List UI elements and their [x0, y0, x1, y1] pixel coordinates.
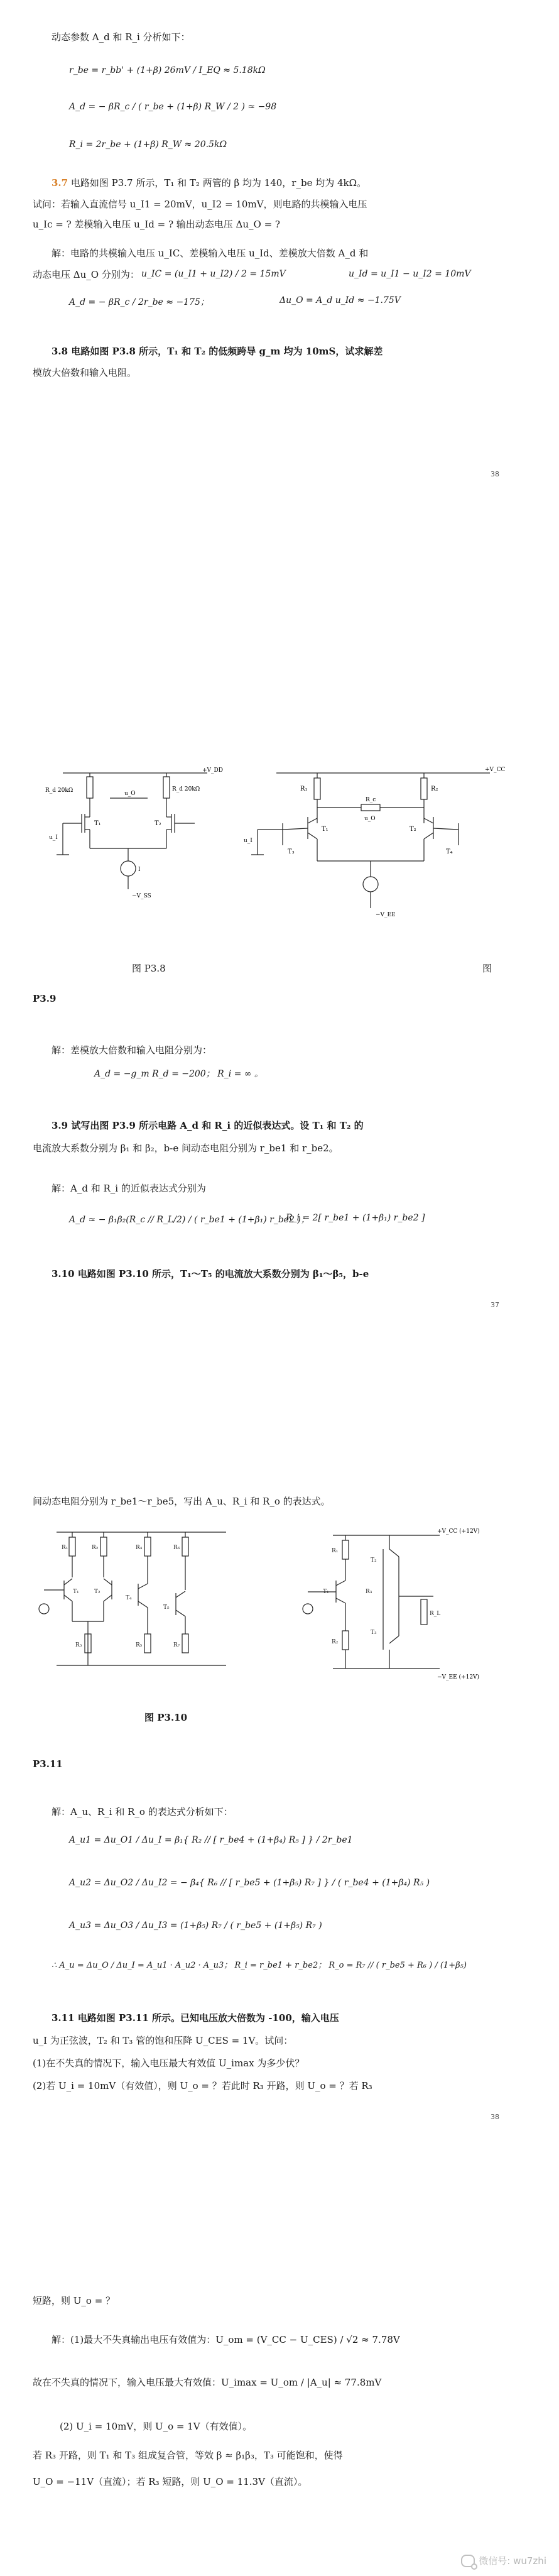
- label-rc: R_c: [366, 797, 376, 803]
- problem-3-11-q2: (2)若 U_i = 10mV（有效值），则 U_o = ？若此时 R₃ 开路，则 U_o = ？若 R₃: [33, 2080, 372, 2091]
- problem-3-7-number: 3.7: [52, 177, 68, 189]
- svg-text:T₁: T₁: [323, 1589, 329, 1595]
- solution-3-7-line1: 解：电路的共模输入电压 u_IC、差模输入电压 u_Id、差模放大倍数 A_d 和: [52, 248, 369, 259]
- label-uo: u_O: [124, 791, 136, 797]
- label-t1-p39: T₁: [322, 826, 328, 833]
- problem-3-9-line2: 电流放大系数分别为 β₁ 和 β₂，b-e 间动态电阻分别为 r_be1 和 r_be2。: [33, 1143, 339, 1154]
- caption-p3-9-b: P3.9: [33, 993, 57, 1004]
- eq-au-sum: ∴ A_u = Δu_O / Δu_I = A_u1 · A_u2 · A_u3； R_i = r_be1 + r_be2； R_o = R₇ // ( r_be5 + R₆ ) / (1+β₅): [52, 1961, 467, 1970]
- eq-au1: A_u1 = Δu_O1 / Δu_I = β₁{ R₂ // [ r_be4 + (1+β₄) R₅ ] } / 2r_be1: [69, 1835, 353, 1845]
- svg-text:R₂: R₂: [332, 1639, 339, 1645]
- eq-ad: A_d = − βR_c / ( r_be + (1+β) R_W / 2 ) ≈ −98: [69, 102, 277, 112]
- label-t1: T₁: [94, 820, 101, 827]
- caption-p3-10: 图 P3.10: [144, 1712, 188, 1723]
- problem-3-10-line1: 3.10 电路如图 P3.10 所示，T₁～T₅ 的电流放大系数分别为 β₁～β₅，b-e: [52, 1268, 369, 1280]
- svg-text:R₃: R₃: [75, 1642, 82, 1648]
- solution-3-11-line3: (2) U_i = 10mV，则 U_o = 1V（有效值）。: [60, 2421, 252, 2432]
- solution-3-10: 解：A_u、R_i 和 R_o 的表达式分析如下：: [52, 1806, 233, 1817]
- label-rd2: R_d 20kΩ: [172, 786, 200, 792]
- label-uo-p39: u_O: [364, 816, 376, 822]
- wechat-icon: [461, 2555, 475, 2567]
- caption-p3-9-a: 图: [482, 963, 492, 974]
- label-t4-p39: T₄: [446, 848, 453, 855]
- problem-3-7-line1: [52, 176, 366, 190]
- svg-text:T₁: T₁: [73, 1589, 79, 1595]
- caption-p3-8: 图 P3.8: [132, 963, 166, 974]
- svg-text:R₆: R₆: [173, 1545, 180, 1551]
- solution-3-7-line2: 动态电压 Δu_O 分别为：: [33, 269, 139, 280]
- label-vcc-p311: +V_CC (+12V): [437, 1528, 480, 1535]
- label-vee-p39: −V_EE: [376, 912, 396, 918]
- svg-text:R₅: R₅: [136, 1642, 143, 1648]
- problem-3-11-q1: (1)在不失真的情况下，输入电压最大有效值 U_imax 为多少伏？: [33, 2058, 305, 2069]
- eq-au3: A_u3 = Δu_O3 / Δu_I3 = (1+β₅) R₇ / ( r_be5 + (1+β₅) R₇ ): [69, 1921, 322, 1931]
- problem-3-8-line2: 模放大倍数和输入电阻。: [33, 367, 137, 378]
- circuit-figure-p3-9: [239, 760, 509, 924]
- problem-3-7-line3: u_Ic = ? 差模输入电压 u_Id = ? 输出动态电压 Δu_O = ?: [33, 219, 280, 230]
- problem-3-7-text: 电路如图 P3.7 所示，T₁ 和 T₂ 两管的 β 均为 140，r_be 均为 4kΩ。: [68, 177, 367, 189]
- problem-3-9-line1: 3.9 试写出图 P3.9 所示电路 A_d 和 R_i 的近似表达式。设 T₁ 和 T₂ 的: [52, 1120, 364, 1131]
- svg-text:R₁: R₁: [62, 1545, 68, 1551]
- eq-duo: Δu_O = A_d u_Id ≈ −1.75V: [280, 295, 401, 305]
- label-ui-p39: u_I: [244, 838, 252, 844]
- eq-ad-37: A_d = − βR_c / 2r_be ≈ −175；: [69, 297, 209, 307]
- label-t2-p39: T₂: [410, 826, 416, 833]
- eq-uic: u_IC = (u_I1 + u_I2) / 2 = 15mV: [141, 269, 286, 279]
- svg-text:T₅: T₅: [163, 1604, 170, 1611]
- label-rd1: R_d 20kΩ: [45, 787, 73, 794]
- svg-text:R₄: R₄: [136, 1545, 143, 1551]
- svg-text:R_L: R_L: [430, 1611, 441, 1617]
- label-vee-p311: −V_EE (+12V): [437, 1674, 480, 1680]
- label-t2: T₂: [155, 820, 161, 827]
- problem-3-10-line2: 间动态电阻分别为 r_be1～r_be5，写出 A_u、R_i 和 R_o 的表达式。: [33, 1496, 330, 1507]
- page-number-38b: 38: [491, 2113, 499, 2121]
- intro-text: 动态参数 A_d 和 R_i 分析如下：: [52, 31, 190, 43]
- svg-text:R₂: R₂: [92, 1545, 99, 1551]
- problem-3-11-line1: 3.11 电路如图 P3.11 所示。已知电压放大倍数为 -100，输入电压: [52, 2012, 339, 2024]
- page-number-37: 37: [491, 1301, 499, 1309]
- solution-3-11-line2: 故在不失真的情况下，输入电压最大有效值：U_imax = U_om / |A_u| ≈ 77.8mV: [33, 2377, 382, 2388]
- label-r2: R₂: [431, 786, 438, 792]
- svg-text:R₃: R₃: [366, 1589, 372, 1595]
- solution-3-11-line1: 解：(1)最大不失真输出电压有效值为：U_om = (V_CC − U_CES) / √2 ≈ 7.78V: [52, 2334, 400, 2345]
- eq-ri: R_i = 2r_be + (1+β) R_W ≈ 20.5kΩ: [69, 140, 227, 150]
- eq-ri-39: R_i = 2[ r_be1 + (1+β₁) r_be2 ]: [286, 1213, 425, 1223]
- watermark-text: 微信号: wu7zhi: [479, 2555, 546, 2567]
- problem-3-7-line2: 试问：若输入直流信号 u_I1 = 20mV，u_I2 = 10mV，则电路的共模输入电压: [33, 199, 367, 210]
- label-ui: u_I: [49, 835, 58, 841]
- solution-3-11-line4: 若 R₃ 开路，则 T₁ 和 T₃ 组成复合管，等效 β ≈ β₁β₃，T₃ 可能饱和，使得: [33, 2450, 343, 2461]
- problem-3-11-q2b: 短路，则 U_o = ？: [33, 2295, 116, 2306]
- svg-text:T₂: T₂: [94, 1589, 100, 1595]
- label-vcc-p39: +V_CC: [485, 767, 506, 773]
- svg-text:T₂: T₂: [371, 1557, 377, 1564]
- eq-uid: u_Id = u_I1 − u_I2 = 10mV: [349, 269, 471, 279]
- eq-ad-38: A_d = −g_m R_d = −200； R_i = ∞ 。: [94, 1069, 263, 1079]
- svg-text:T₃: T₃: [371, 1630, 377, 1636]
- eq-au2: A_u2 = Δu_O2 / Δu_I2 = − β₄{ R₆ // [ r_be5 + (1+β₅) R₇ ] } / ( r_be4 + (1+β₄) R₅ ): [69, 1878, 430, 1888]
- circuit-figure-p3-11: [295, 1524, 484, 1687]
- circuit-figure-p3-8: [38, 760, 226, 905]
- watermark: [461, 2554, 546, 2567]
- page-number-38: 38: [491, 470, 499, 478]
- solution-3-8: 解：差模放大倍数和输入电阻分别为：: [52, 1044, 212, 1056]
- problem-3-8-line1: 3.8 电路如图 P3.8 所示，T₁ 和 T₂ 的低频跨导 g_m 均为 10mS，试求解差: [52, 346, 383, 357]
- solution-3-9: 解：A_d 和 R_i 的近似表达式分别为: [52, 1183, 206, 1194]
- label-vss: −V_SS: [132, 893, 151, 899]
- svg-text:R₁: R₁: [332, 1548, 339, 1554]
- label-vdd: +V_DD: [202, 767, 223, 774]
- label-i: I: [138, 867, 141, 873]
- solution-3-11-line5: U_O = −11V（直流）；若 R₃ 短路，则 U_O = 11.3V（直流）。: [33, 2476, 308, 2487]
- problem-3-11-line2: u_I 为正弦波，T₂ 和 T₃ 管的饱和压降 U_CES = 1V。试问：: [33, 2035, 293, 2046]
- label-r1: R₁: [300, 786, 308, 792]
- eq-ad-39: A_d ≈ − β₁β₂(R_c // R_L/2) / ( r_be1 + (1+β₁) r_be2 )；: [69, 1215, 310, 1225]
- circuit-figure-p3-10: [31, 1521, 239, 1684]
- svg-text:R₇: R₇: [173, 1642, 180, 1648]
- svg-text:T₄: T₄: [126, 1595, 132, 1601]
- caption-p3-11: P3.11: [33, 1758, 63, 1770]
- label-t3-p39: T₃: [288, 848, 295, 855]
- eq-rbe: r_be = r_bb' + (1+β) 26mV / I_EQ ≈ 5.18kΩ: [69, 65, 266, 75]
